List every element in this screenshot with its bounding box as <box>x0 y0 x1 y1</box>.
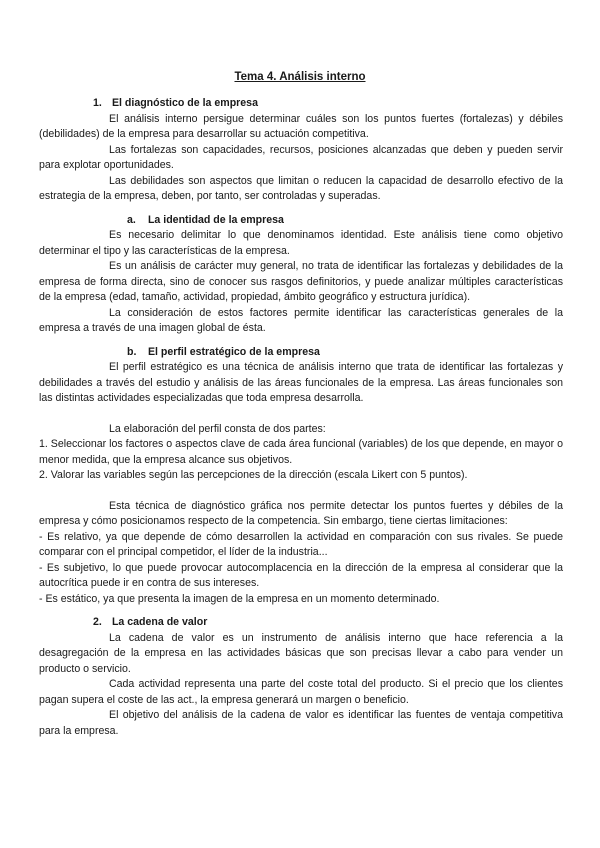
section-1b-paragraph-1: El perfil estratégico es una técnica de análisis interno que trata de identificar las fortalezas y debilidades a través del estudio y análisis de las áreas funcionales de la empresa. Las áreas funcionales son las distintas actividades especializadas que toda empresa desarrolla. <box>39 361 563 404</box>
section-1a-paragraph-1: Es necesario delimitar lo que denominamos identidad. Este análisis tiene como objetivo determinar el tipo y las características de la empresa. <box>39 229 563 257</box>
section-2-paragraph-2: Cada actividad representa una parte del coste total del producto. Si el precio que los clientes pagan supera el coste de las act., la empresa generará un margen o beneficio. <box>39 678 563 706</box>
section-1b-paragraph-3: Esta técnica de diagnóstico gráfica nos permite detectar los puntos fuertes y débiles de la empresa y cómo posicionamos respecto de la competencia. Sin embargo, tiene ciertas limitaciones: <box>39 499 563 527</box>
section-1a-heading <box>39 213 563 229</box>
section-2-paragraph-3: El objetivo del análisis de la cadena de valor es identificar las fuentes de ventaja competitiva para la empresa. <box>39 709 563 737</box>
document-body <box>39 96 563 739</box>
limitation-item-2: - Es subjetivo, lo que puede provocar autocomplacencia en la dirección de la empresa al considerar que la autocrítica puede ir en contra de sus intereses. <box>39 561 563 589</box>
section-1-paragraph-1: El análisis interno persigue determinar cuáles son los puntos fuertes (fortalezas) y débiles (debilidades) de la empresa para desarrollar su actuación competitiva. <box>39 112 563 140</box>
page-title: Tema 4. Análisis interno <box>234 71 366 83</box>
list-item-1: 1. Seleccionar los factores o aspectos clave de cada área funcional (variables) de los que depende, en mayor o menor medida, que la empresa alcance sus objetivos. <box>39 438 563 466</box>
limitation-item-3: - Es estático, ya que presenta la imagen de la empresa en un momento determinado. <box>39 592 440 605</box>
section-1b-heading <box>39 345 563 361</box>
section-1-heading <box>39 96 563 112</box>
section-2-heading <box>39 615 563 631</box>
section-2-number: 2. <box>93 616 102 628</box>
section-1a-paragraph-2: Es un análisis de carácter muy general, no trata de identificar las fortalezas y debilidades de la empresa de forma directa, sino de conocer sus rasgos definitorios, y puede analizar múltiples características de la empresa (edad, tamaño, actividad, propiedad, ámbito geográfico y estructura jurídica). <box>39 260 563 303</box>
section-1-number: 1. <box>93 97 102 109</box>
limitation-item-1: - Es relativo, ya que depende de cómo desarrollen la actividad en comparación con sus rivales. Se puede comparar con el principal competidor, el líder de la industria... <box>39 530 563 558</box>
section-1b-number: b. <box>127 345 137 358</box>
section-2-title: La cadena de valor <box>111 616 208 628</box>
section-1a-title: La identidad de la empresa <box>147 213 284 226</box>
section-2-paragraph-1: La cadena de valor es un instrumento de análisis interno que hace referencia a la desagregación de la empresa en las actividades básicas que son precisas llevar a cabo para vender un producto o servicio. <box>39 631 563 675</box>
section-1b-paragraph-2: La elaboración del perfil consta de dos partes: <box>109 422 326 435</box>
section-1b-title: El perfil estratégico de la empresa <box>147 345 320 358</box>
section-1-paragraph-3: Las debilidades son aspectos que limitan o reducen la capacidad de desarrollo efectivo de la estrategia de la empresa, deben, por tanto, ser controladas y superadas. <box>39 174 563 202</box>
section-1-paragraph-2: Las fortalezas son capacidades, recursos, posiciones alcanzadas que deben y pueden servir para explotar oportunidades. <box>39 143 563 171</box>
section-1-title: El diagnóstico de la empresa <box>111 97 258 109</box>
section-1a-paragraph-3: La consideración de estos factores permite identificar las características generales de la empresa a través de una imagen global de ésta. <box>39 306 563 334</box>
list-item-2: 2. Valorar las variables según las percepciones de la dirección (escala Likert con 5 puntos). <box>39 469 468 481</box>
section-1a-number: a. <box>127 213 136 226</box>
